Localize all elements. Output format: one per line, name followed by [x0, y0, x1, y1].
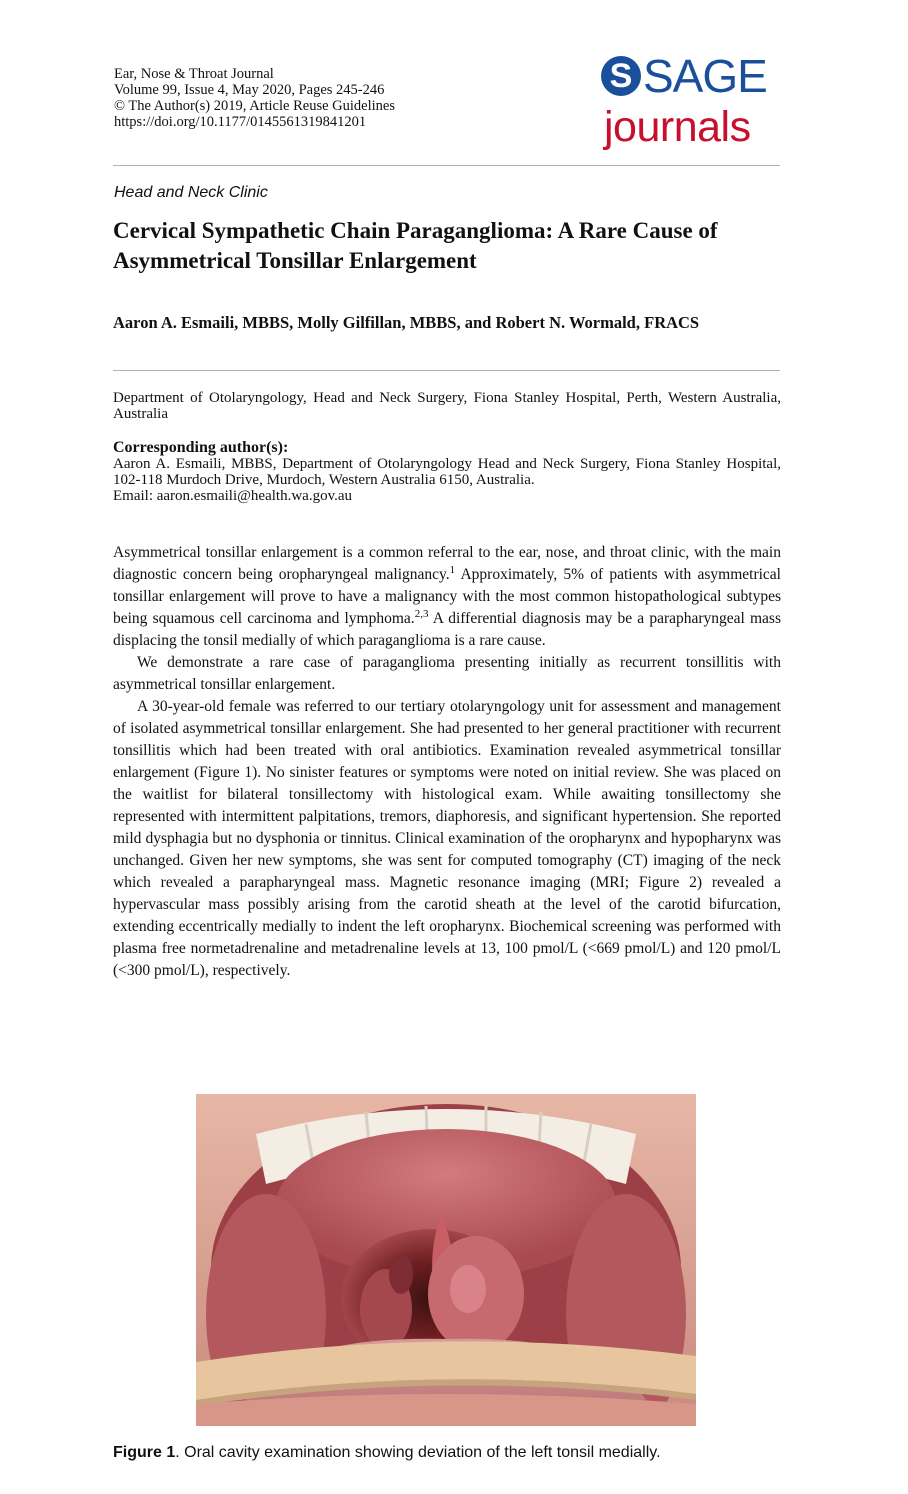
sage-wordmark [598, 50, 788, 104]
section-label: Head and Neck Clinic [114, 184, 268, 201]
figure-1-caption-text: . Oral cavity examination showing deviation of the left tonsil medially. [175, 1444, 661, 1461]
corresponding-author-email[interactable]: Email: aaron.esmaili@health.wa.gov.au [113, 488, 353, 504]
corresponding-author-text: Aaron A. Esmaili, MBBS, Department of Otolaryngology Head and Neck Surgery, Fiona Stanley Hospital, 102-118 Murdoch Drive, Murdoch, Western Australia 6150, Australia. [113, 456, 781, 488]
figure-1-caption [113, 1444, 793, 1462]
reference-2-3-link[interactable]: 2,3 [414, 608, 429, 620]
article-body [113, 542, 781, 982]
doi-link[interactable]: https://doi.org/10.1177/0145561319841201 [114, 114, 367, 130]
volume-issue: Volume 99, Issue 4, May 2020, Pages 245-246 [114, 82, 385, 98]
sage-s-emblem-icon [601, 56, 641, 96]
journal-citation [114, 66, 554, 130]
body-paragraph-1-part-c: A differential diagnosis may be a parapharyngeal mass displacing the tonsil medially of which paraganglioma is a rare cause. [113, 610, 782, 649]
title-line-2: Asymmetrical Tonsillar Enlargement [113, 248, 477, 273]
figure-1-image[interactable] [196, 1094, 696, 1426]
journal-name: Ear, Nose & Throat Journal [114, 66, 274, 82]
sage-s-letter: S [609, 57, 633, 95]
copyright-line[interactable]: © The Author(s) 2019, Article Reuse Guidelines [114, 98, 395, 114]
journals-text: journals [604, 103, 751, 151]
sage-text: SAGE [643, 50, 767, 102]
header-divider [113, 165, 780, 166]
title-line-1: Cervical Sympathetic Chain Paraganglioma: A Rare Cause of [113, 218, 718, 243]
article-title [113, 216, 793, 276]
corresponding-author-block [113, 440, 781, 504]
body-paragraph-3: A 30-year-old female was referred to our tertiary otolaryngology unit for assessment and management of isolated asymmetrical tonsillar enlargement. She had presented to her general practitioner with recurrent tonsillitis which had been treated with oral antibiotics. Examination revealed asymmetrical tonsillar enlargement (Figure 1). No sinister features or symptoms were noted on initial review. She was placed on the waitlist for bilateral tonsillectomy with histological exam. While awaiting tonsillectomy she represented with intermittent palpitations, tremors, diaphoresis, and significant hypertension. She reported mild dysphagia but no dysphonia or tinnitus. Clinical examination of the oropharynx and hypopharynx was unchanged. Given her new symptoms, she was sent for computed tomography (CT) imaging of the neck which revealed a parapharyngeal mass. Magnetic resonance imaging (MRI; Figure 2) revealed a hypervascular mass possibly arising from the carotid sheath at the level of the carotid bifurcation, extending eccentrically medially to indent the left oropharynx. Biochemical screening was performed with plasma free normetadrenaline and metadrenaline levels at 13, 100 pmol/L (<669 pmol/L) and 120 pmol/L (<300 pmol/L), respectively. [113, 698, 781, 979]
body-paragraph-1-part-b: Approximately, 5% of patients with asymmetrical tonsillar enlargement will prove to have a malignancy with the most common histopathological subtypes being squamous cell carcinoma and lymphoma. [113, 566, 781, 627]
sage-journals-logo[interactable] [598, 50, 788, 162]
authors-divider [113, 370, 780, 371]
reference-1-link[interactable]: 1 [449, 564, 456, 576]
body-paragraph-2: We demonstrate a rare case of paraganglioma presenting initially as recurrent tonsillitis with asymmetrical tonsillar enlargement. [113, 654, 781, 693]
author-list: Aaron A. Esmaili, MBBS, Molly Gilfillan, MBBS, and Robert N. Wormald, FRACS [113, 313, 700, 332]
corresponding-author-heading: Corresponding author(s): [113, 439, 289, 456]
body-paragraph-1 [113, 542, 781, 652]
oral-cavity-photo [196, 1094, 696, 1426]
body-paragraph-1-part-a: Asymmetrical tonsillar enlargement is a common referral to the ear, nose, and throat clinic, with the main diagnostic concern being oropharyngeal malignancy. [113, 544, 781, 583]
figure-1-label[interactable]: Figure 1 [113, 1444, 176, 1461]
affiliation: Department of Otolaryngology, Head and Neck Surgery, Fiona Stanley Hospital, Perth, Western Australia, Australia [113, 390, 781, 422]
